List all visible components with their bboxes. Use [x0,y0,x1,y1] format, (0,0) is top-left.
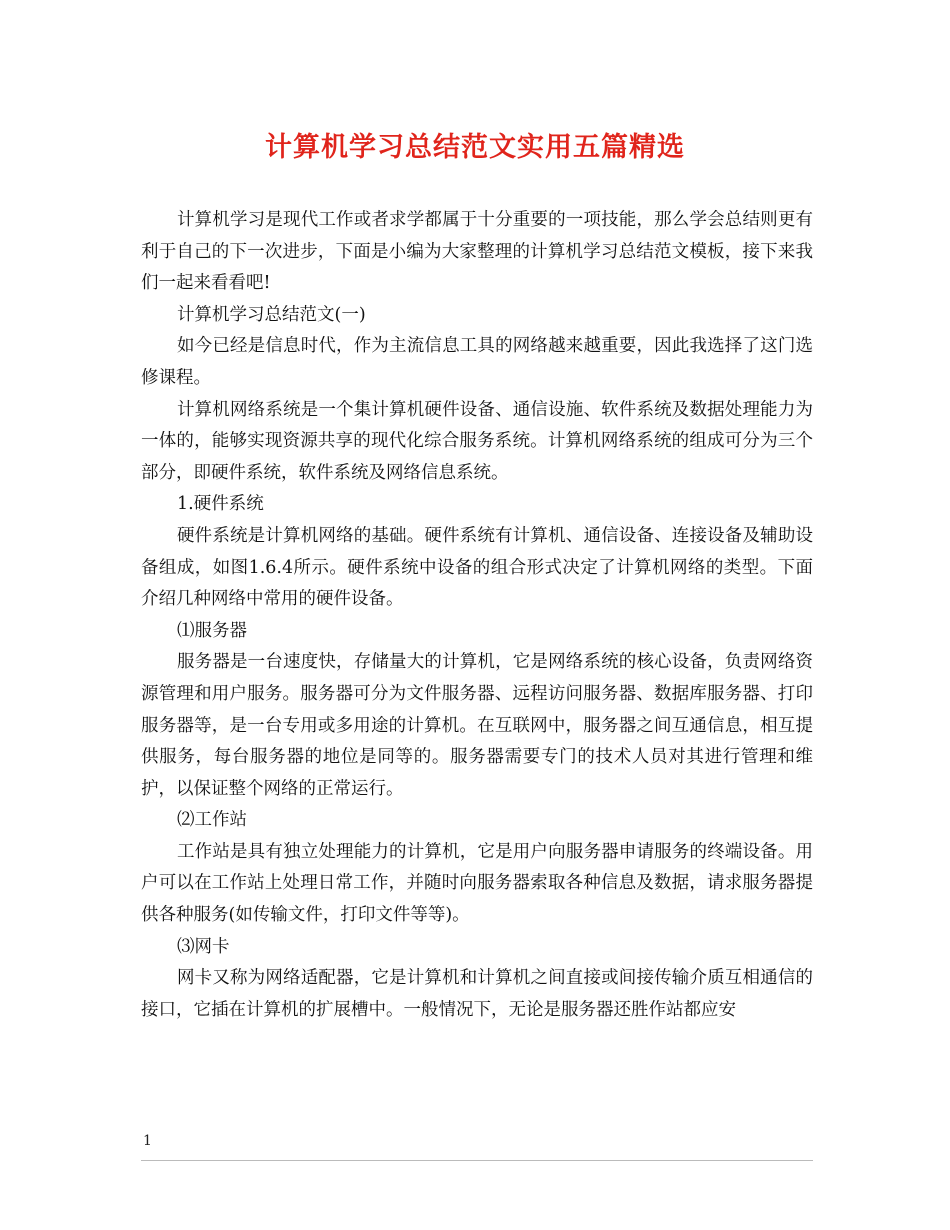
item-heading: ⑵工作站 [177,810,247,831]
item-heading: ⑶网卡 [177,936,230,957]
item-heading: ⑴服务器 [177,620,247,641]
paragraph: 计算机网络系统是一个集计算机硬件设备、通信设施、软件系统及数据处理能力为一体的，能够实现资源共享的现代化综合服务系统。计算机网络系统的组成可分为三个部分，即硬件系统，软件系统及网络信息系统。 [141,399,813,483]
paragraph: 如今已经是信息时代，作为主流信息工具的网络越来越重要，因此我选择了这门选修课程。 [141,336,813,388]
page-number: 1 [143,1133,152,1149]
document-body [141,205,813,1026]
paragraph: 硬件系统是计算机网络的基础。硬件系统有计算机、通信设备、连接设备及辅助设备组成，如图1.6.4所示。硬件系统中设备的组合形式决定了计算机网络的类型。下面介绍几种网络中常用的硬件设备。 [141,525,813,610]
subsection-heading: 1.硬件系统 [177,494,264,515]
paragraph: 服务器是一台速度快，存储量大的计算机，它是网络系统的核心设备，负责网络资源管理和用户服务。服务器可分为文件服务器、远程访问服务器、数据库服务器、打印服务器等，是一台专用或多用途的计算机。在互联网中，服务器之间互通信息，相互提供服务，每台服务器的地位是同等的。服务器需要专门的技术人员对其进行管理和维护，以保证整个网络的正常运行。 [141,652,813,799]
section-heading: 计算机学习总结范文(一) [177,304,366,325]
footer-divider [141,1160,813,1161]
paragraph: 网卡又称为网络适配器，它是计算机和计算机之间直接或间接传输介质互相通信的接口，它插在计算机的扩展槽中。一般情况下，无论是服务器还胜作站都应安 [141,968,813,1020]
paragraph: 工作站是具有独立处理能力的计算机，它是用户向服务器申请服务的终端设备。用户可以在工作站上处理日常工作，并随时向服务器索取各种信息及数据，请求服务器提供各种服务(如传输文件，打印文件等等)。 [141,841,813,926]
paragraph-intro: 计算机学习是现代工作或者求学都属于十分重要的一项技能，那么学会总结则更有利于自己的下一次进步，下面是小编为大家整理的计算机学习总结范文模板，接下来我们一起来看看吧! [141,210,813,294]
document-title: 计算机学习总结范文实用五篇精选 [265,132,685,163]
